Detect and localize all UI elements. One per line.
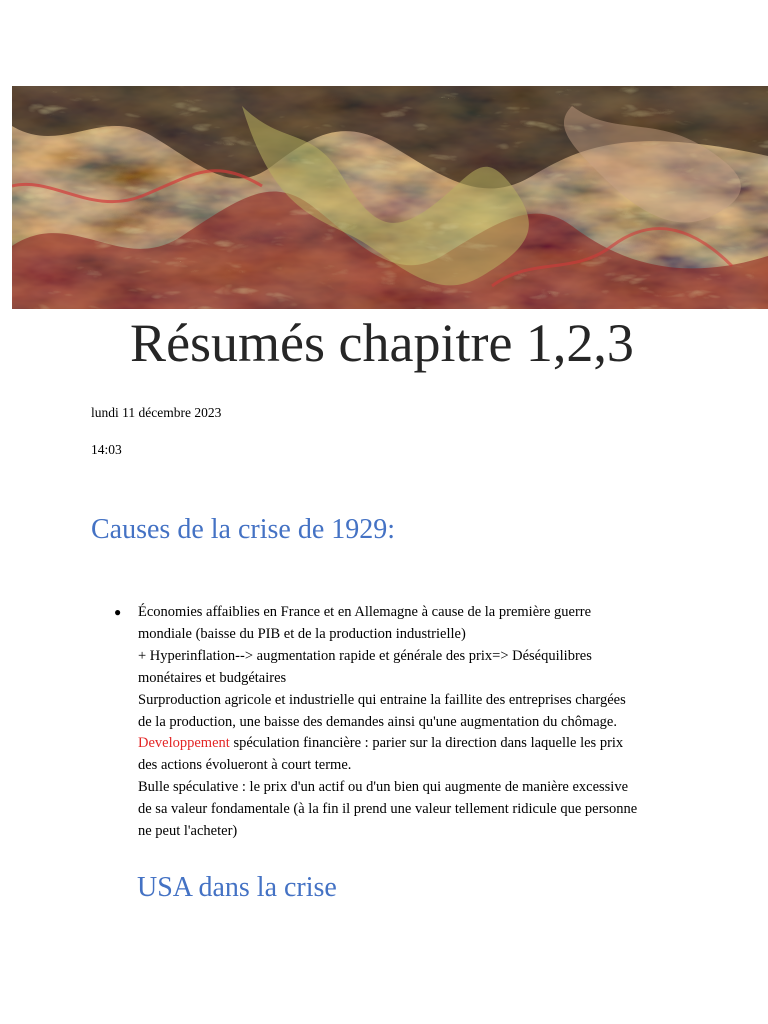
bullet-list (110, 602, 650, 843)
banner-image (12, 86, 768, 309)
text-line: Économies affaiblies en France et en Allemagne à cause de la première guerre (138, 604, 592, 620)
bullet-icon: ● (114, 605, 122, 619)
page-date: lundi 11 décembre 2023 (91, 405, 222, 420)
text-line: de sa valeur fondamentale (à la fin il prend une valeur tellement ridicule que personne (138, 801, 638, 818)
subsection-heading: USA dans la crise (137, 872, 337, 903)
abstract-marble-artwork (12, 86, 768, 309)
list-item (110, 602, 650, 843)
text-line: mondiale (baisse du PIB et de la production industrielle) (138, 625, 466, 642)
text-line-highlighted (138, 733, 650, 755)
highlighted-line-rest: spéculation financière : parier sur la direction dans laquelle les prix (229, 735, 624, 752)
section-heading: Causes de la crise de 1929: (91, 514, 396, 545)
text-line: Surproduction agricole et industrielle qui entraine la faillite des entreprises chargées (138, 691, 626, 708)
text-line: ne peut l'acheter) (138, 823, 238, 840)
text-line: monétaires et budgétaires (138, 669, 287, 686)
highlighted-word: Developpement (138, 735, 230, 752)
text-line: des actions évolueront à court terme. (138, 757, 352, 774)
text-line: Bulle spéculative : le prix d'un actif ou d'un bien qui augmente de manière excessive (138, 779, 629, 796)
page-time: 14:03 (91, 442, 122, 457)
page-title: Résumés chapitre 1,2,3 (130, 313, 634, 373)
text-line: + Hyperinflation--> augmentation rapide et générale des prix=> Déséquilibres (138, 647, 592, 664)
text-line: de la production, une baisse des demandes ainsi qu'une augmentation du chômage. (138, 713, 617, 730)
